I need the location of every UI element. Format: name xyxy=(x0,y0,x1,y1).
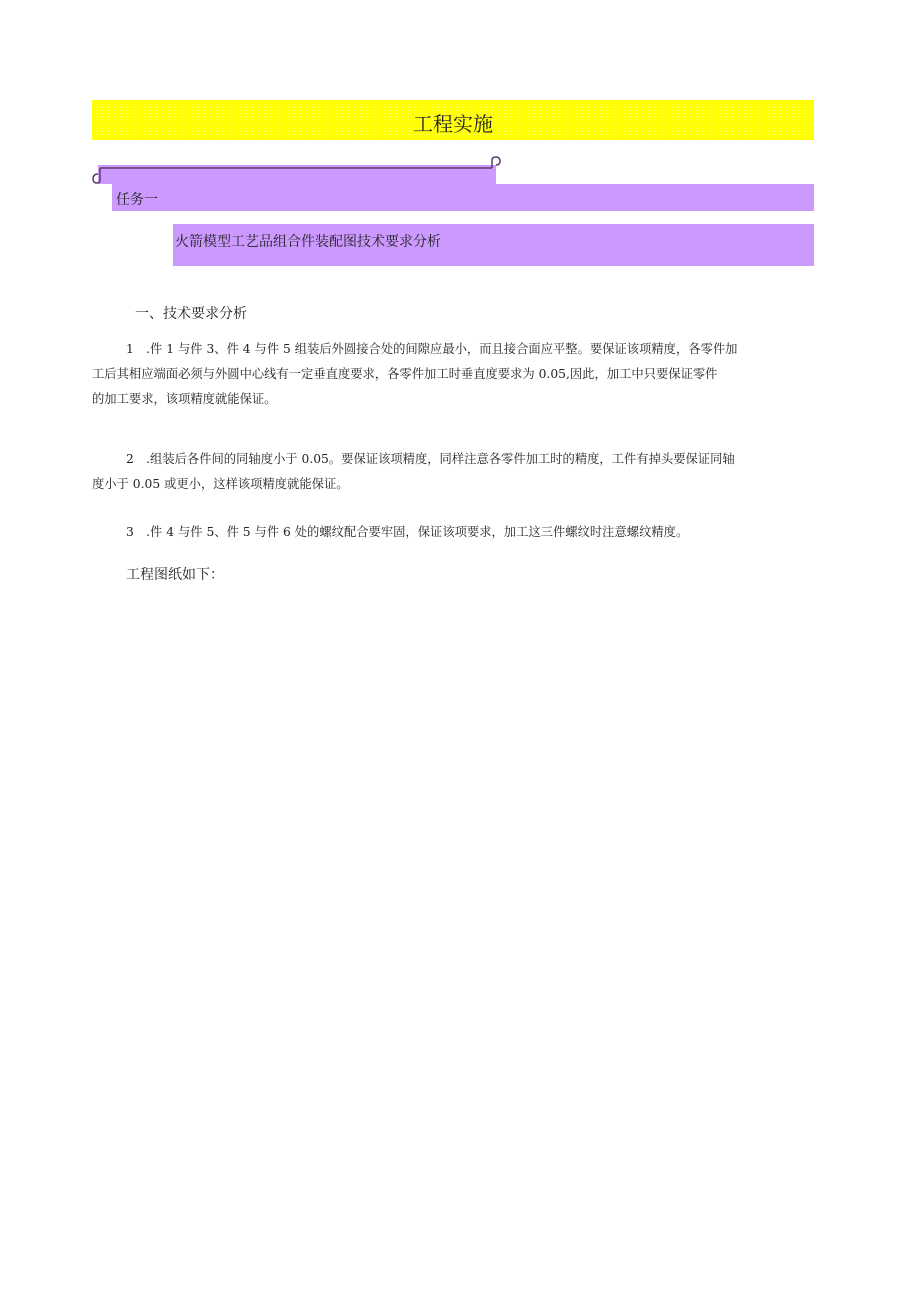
task-subtitle-banner xyxy=(173,224,814,266)
paragraph-line: 度小于 0.05 或更小，这样该项精度就能保证。 xyxy=(92,477,349,491)
paragraph-line: 3 .件 4 与件 5、件 5 与件 6 处的螺纹配合要牢固，保证该项要求，加工这三件螺纹时注意螺纹精度。 xyxy=(126,525,689,539)
paragraph-2 xyxy=(92,447,814,497)
scroll-banner-icon xyxy=(92,156,502,184)
section-heading: 一、技术要求分析 xyxy=(135,306,247,322)
paragraph-1 xyxy=(92,337,814,412)
paragraph-line: 工后其相应端面必须与外圆中心线有一定垂直度要求，各零件加工时垂直度要求为 0.05,因此，加工中只要保证零件 xyxy=(92,367,718,381)
paragraph-line: 的加工要求，该项精度就能保证。 xyxy=(92,392,277,406)
paragraph-line: 2 .组装后各件间的同轴度小于 0.05。要保证该项精度，同样注意各零件加工时的精度，工件有掉头要保证同轴 xyxy=(126,452,735,466)
task-subtitle: 火箭模型工艺品组合件装配图技术要求分析 xyxy=(175,234,441,250)
page-title: 工程实施 xyxy=(413,112,493,136)
drawing-caption: 工程图纸如下： xyxy=(126,567,224,583)
task-label: 任务一 xyxy=(116,192,158,208)
title-banner xyxy=(92,100,814,140)
task-banner xyxy=(112,184,814,211)
paragraph-line: 1 .件 1 与件 3、件 4 与件 5 组装后外圆接合处的间隙应最小，而且接合面应平整。要保证该项精度，各零件加 xyxy=(126,342,738,356)
paragraph-3 xyxy=(92,520,814,545)
